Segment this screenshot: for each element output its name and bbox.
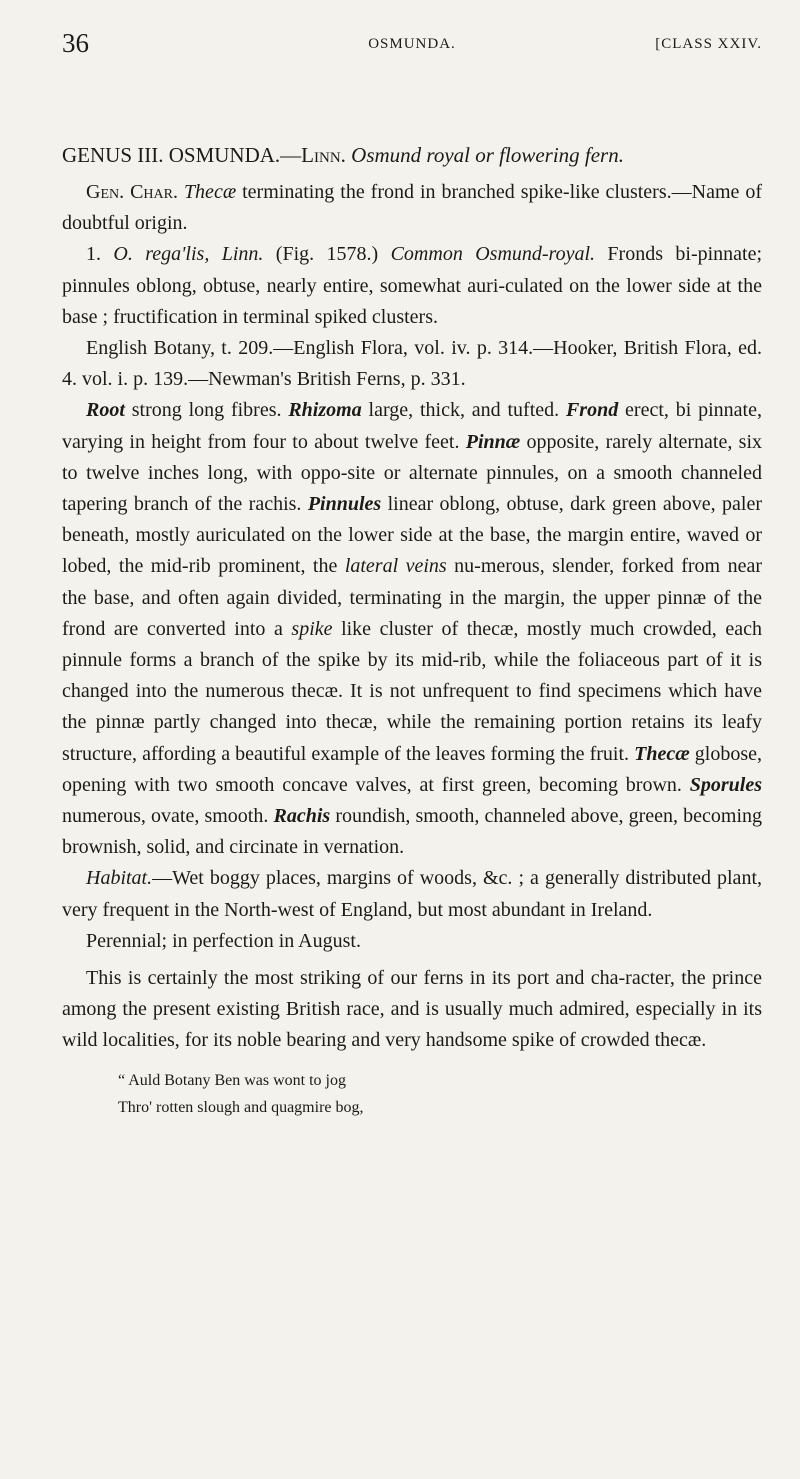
- species-number: 1.: [86, 243, 101, 266]
- species-entry: [62, 239, 762, 333]
- term-lateral-veins: lateral veins: [344, 555, 447, 578]
- term-thecae: Thecæ: [634, 742, 690, 765]
- term-pinnae: Pinnæ: [465, 430, 521, 453]
- species-figure: (Fig. 1578.): [263, 243, 391, 266]
- genus-heading: [62, 140, 762, 171]
- description-text: erect, bi pinnate, varying in height from four to about twelve feet.: [62, 399, 762, 453]
- term-frond: Frond: [565, 399, 619, 422]
- description-text: roundish, smooth, channeled above, green, becoming brownish, solid, and circinate in vernation.: [62, 805, 762, 859]
- term-rachis: Rachis: [273, 805, 331, 828]
- running-title: OSMUNDA.: [368, 36, 456, 52]
- remarks: This is certainly the most striking of our ferns in its port and cha-racter, the prince among the present existing British race, and is usually much admired, especially in its wild localities, for its noble bearing and very handsome spike of crowded thecæ.: [62, 967, 762, 1052]
- generic-character-label: Gen. Char.: [86, 181, 178, 203]
- description-text: like cluster of thecæ, mostly much crowded, each pinnule forms a branch of the spike by its mid-rib, while the foliaceous part of it is changed into the numerous thecæ. It is not unfrequent to find specimens which have the pinnæ partly changed into thecæ, while the remaining portion retains its leafy structure, affording a beautiful example of the leaves forming the fruit.: [62, 617, 762, 765]
- verse-quote: [62, 1067, 762, 1121]
- genus-authority: Linn.: [301, 143, 346, 167]
- genus-title: GENUS III. OSMUNDA.—: [62, 143, 302, 167]
- habitat-label: Habitat.: [86, 867, 153, 890]
- species-name: O. rega'lis, Linn.: [113, 243, 264, 266]
- description-text: linear oblong, obtuse, dark green above, paler beneath, mostly auriculated on the lower side at the base, the margin entire, waved or lobed, the mid-rib prominent, the: [62, 493, 762, 578]
- description-text: numerous, ovate, smooth.: [62, 805, 274, 828]
- description-text: nu-merous, slender, forked from near the base, and often again divided, terminating in the margin, the upper pinnæ of the frond are converted into a: [62, 555, 762, 640]
- generic-character-text: terminating the frond in branched spike-like clusters.—Name of doubtful origin.: [62, 181, 762, 235]
- term-sporules: Sporules: [689, 773, 762, 796]
- page-header: [62, 28, 762, 68]
- duration: [62, 926, 762, 957]
- page-body: [62, 140, 762, 1121]
- term-pinnules: Pinnules: [307, 493, 382, 516]
- references: English Botany, t. 209.—English Flora, vol. iv. p. 314.—Hooker, British Flora, ed. 4. vol. i. p. 139.—Newman's British Ferns, p. 331.: [62, 337, 762, 391]
- duration-text: ; in perfection in August.: [161, 929, 361, 952]
- habitat-text: —Wet boggy places, margins of woods, &c. ; a generally distributed plant, very frequent in the North-west of England, but most abundant in Ireland.: [62, 867, 762, 921]
- species-common-name: Common Osmund-royal.: [390, 243, 596, 266]
- term-root: Root: [86, 399, 125, 422]
- genus-common-name: Osmund royal or flowering fern.: [351, 143, 624, 167]
- habitat: [62, 863, 762, 925]
- description-text: large, thick, and tufted.: [361, 399, 566, 422]
- description-text: strong long fibres.: [124, 399, 289, 422]
- description-text: globose, opening with two smooth concave valves, at first green, becoming brown.: [62, 742, 762, 796]
- generic-character: [62, 177, 762, 239]
- term-rhizoma: Rhizoma: [288, 399, 362, 422]
- verse-line: Thro' rotten slough and quagmire bog,: [118, 1098, 364, 1116]
- verse-line: “ Auld Botany Ben was wont to jog: [118, 1071, 346, 1089]
- generic-character-term: Thecæ: [183, 181, 237, 203]
- description-text: opposite, rarely alternate, six to twelve inches long, with oppo-site or alternate pinnules, on a smooth channeled tapering branch of the rachis.: [62, 430, 762, 516]
- duration-term: Perennial: [86, 929, 162, 952]
- species-diagnosis: Fronds bi-pinnate; pinnules oblong, obtuse, nearly entire, somewhat auri-culated on the lower side at the base ; fructification in terminal spiked clusters.: [62, 243, 763, 328]
- description: [62, 395, 762, 863]
- page-number: 36: [62, 28, 89, 58]
- term-spike: spike: [291, 617, 333, 640]
- class-mark: [CLASS XXIV.: [655, 36, 762, 52]
